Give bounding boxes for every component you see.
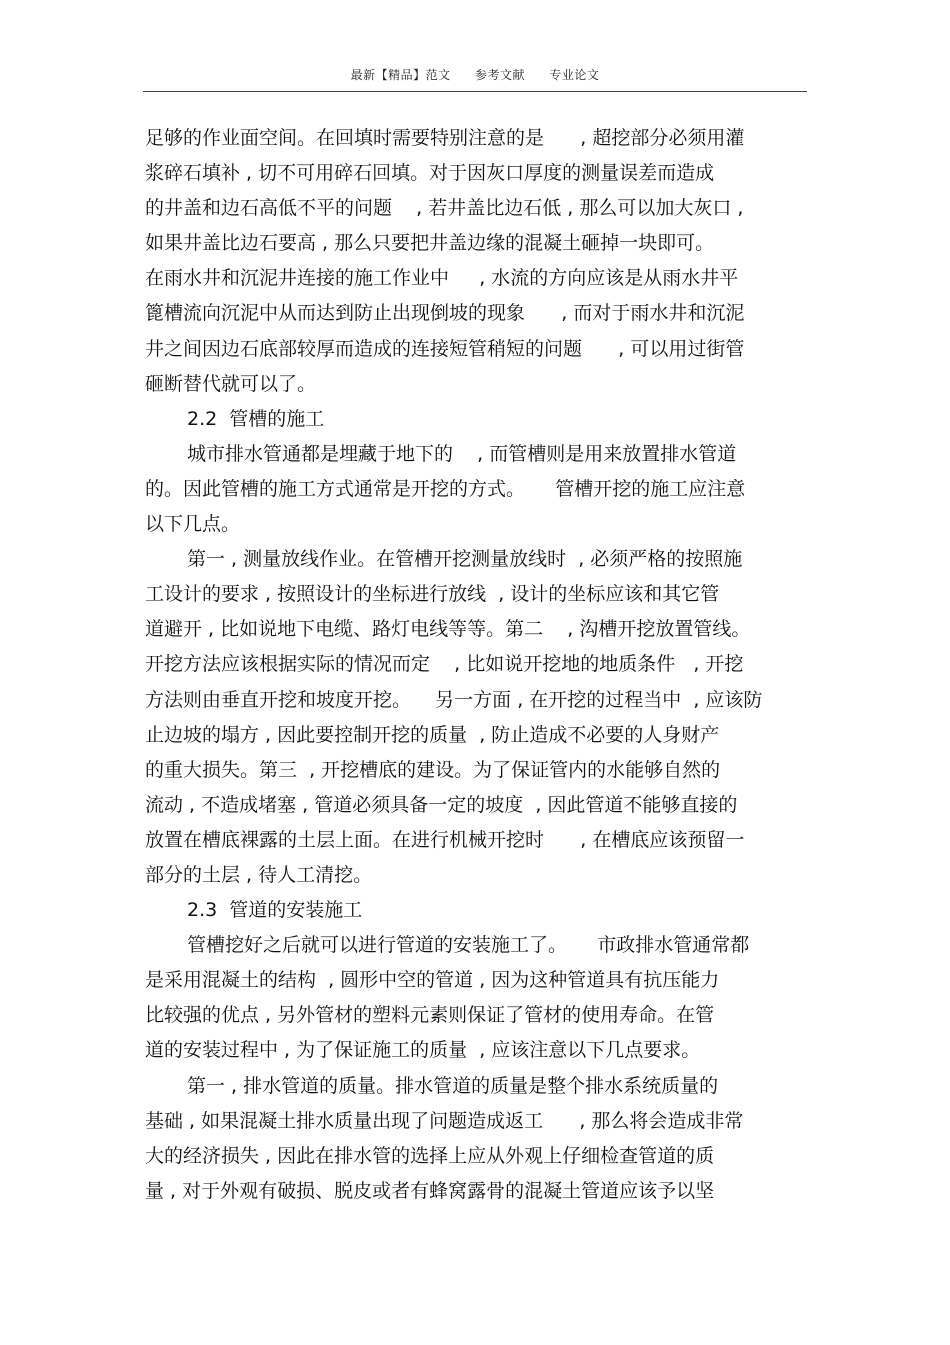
text-line: 2.2 管槽的施工 [187,407,325,430]
page-header [0,66,950,83]
header-item-professional-papers: 专业论文 [549,68,600,82]
text-line: 浆碎石填补 , 切不可用碎石回填。对于因灰口厚度的测量误差而造成 [145,162,715,185]
text-line: 大的经济损失 , 因此在排水管的选择上应从外观上仔细检查管道的质 [145,1144,715,1167]
text-line: 如果井盖比边石要高 , 那么只要把井盖边缘的混凝土砸掉一块即可。 [145,232,715,255]
text-line: 第一 , 排水管道的质量。排水管道的质量是整个排水系统质量的 [187,1074,719,1097]
text-line: 量 , 对于外观有破损、脱皮或者有蜂窝露骨的混凝土管道应该予以坚 [145,1179,715,1202]
text-line: 篦槽流向沉泥中从而达到防止出现倒坡的现象 , 而对于雨水井和沉泥 [145,302,745,325]
text-line: 2.3 管道的安装施工 [187,899,363,922]
text-line: 放置在槽底裸露的土层上面。在进行机械开挖时 , 在槽底应该预留一 [145,828,745,851]
text-line: 开挖方法应该根据实际的情况而定 , 比如说开挖地的地质条件 , 开挖 [145,653,744,676]
text-line: 的重大损失。第三 , 开挖槽底的建设。为了保证管内的水能够自然的 [145,758,721,781]
text-line: 道避开 , 比如说地下电缆、路灯电线等等。第二 , 沟槽开挖放置管线。 [145,618,751,641]
text-line: 止边坡的塌方 , 因此要控制开挖的质量 , 防止造成不必要的人身财产 [145,723,720,746]
text-line: 方法则由垂直开挖和坡度开挖。 另一方面 , 在开挖的过程当中 , 应该防 [145,688,763,711]
header-item-latest-essays: 最新【精品】范文 [350,68,451,82]
text-line: 的。因此管槽的施工方式通常是开挖的方式。 管槽开挖的施工应注意 [145,477,746,500]
text-line: 城市排水管通都是埋藏于地下的 , 而管槽则是用来放置排水管道 [187,442,737,465]
text-line: 比较强的优点 , 另外管材的塑料元素则保证了管材的使用寿命。在管 [145,1004,715,1027]
text-line: 管槽挖好之后就可以进行管道的安装施工了。 市政排水管通常都 [187,934,750,957]
text-line: 基础 , 如果混凝土排水质量出现了问题造成返工 , 那么将会造成非常 [145,1109,744,1132]
text-line: 在雨水井和沉泥井连接的施工作业中 , 水流的方向应该是从雨水井平 [145,267,739,290]
text-line: 井之间因边石底部较厚而造成的连接短管稍短的问题 , 可以用过街管 [145,337,745,360]
text-line: 工设计的要求 , 按照设计的坐标进行放线 , 设计的坐标应该和其它管 [145,583,720,606]
text-line: 足够的作业面空间。在回填时需要特别注意的是 , 超挖部分必须用灌 [145,127,745,149]
text-line: 砸断替代就可以了。 [145,372,317,395]
text-line: 以下几点。 [145,513,241,536]
document-body [145,121,810,1209]
header-divider [143,91,807,92]
text-line: 是采用混凝土的结构 , 圆形中空的管道 , 因为这种管道具有抗压能力 [145,969,720,992]
text-line: 道的安装过程中 , 为了保证施工的质量 , 应该注意以下几点要求。 [145,1039,701,1062]
text-line: 的井盖和边石高低不平的问题 , 若井盖比边石低 , 那么可以加大灰口 , [145,197,744,220]
text-line: 流动 , 不造成堵塞 , 管道必须具备一定的坡度 , 因此管道不能够直接的 [145,793,738,816]
text-line: 部分的土层 , 待人工清挖。 [145,863,373,886]
text-line: 第一 , 测量放线作业。在管槽开挖测量放线时 , 必须严格的按照施 [187,548,743,571]
header-item-references: 参考文献 [474,68,525,82]
